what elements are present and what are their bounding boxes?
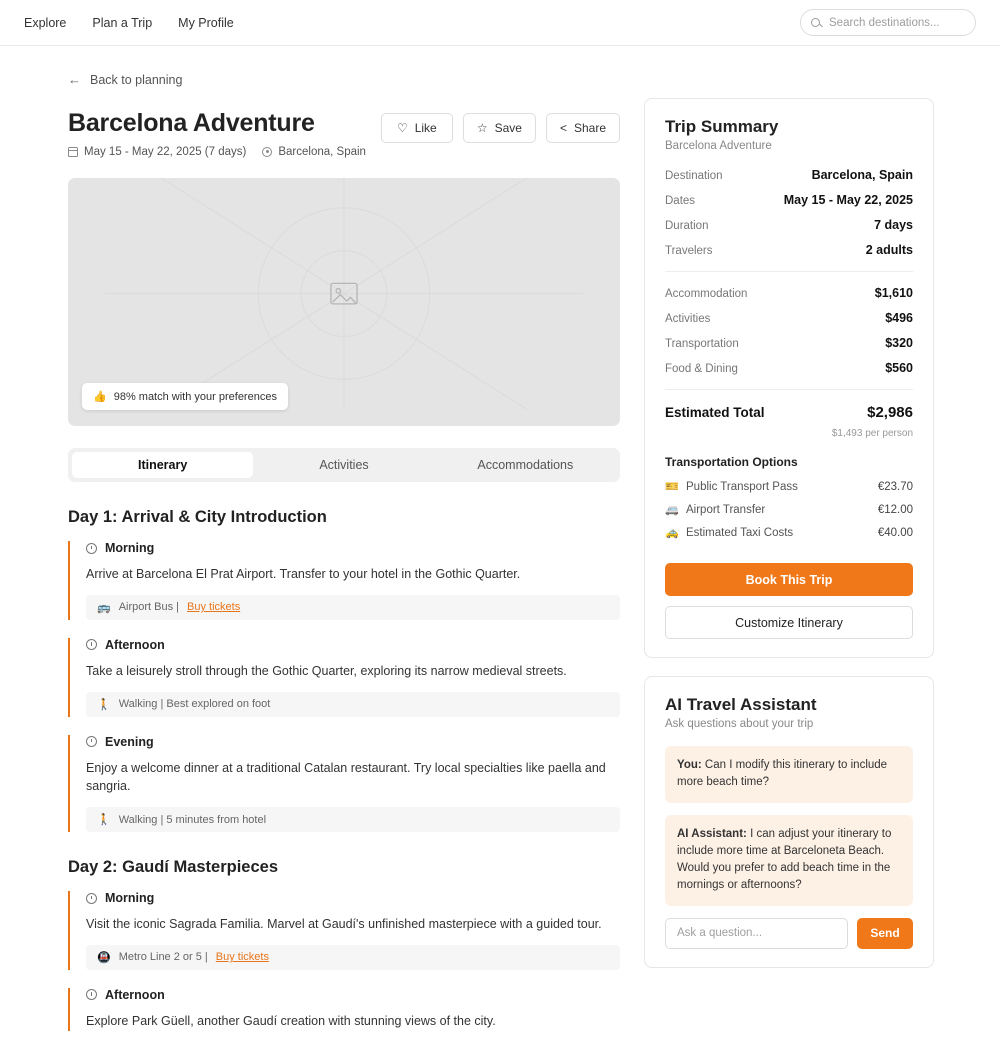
day-title: Day 2: Gaudí Masterpieces — [68, 858, 279, 876]
bus-icon: 🚌 — [97, 601, 111, 614]
nav-link-explore[interactable]: Explore — [24, 15, 67, 30]
itinerary-block — [68, 735, 620, 833]
transport-row — [86, 595, 620, 620]
summary-key: Travelers — [665, 245, 713, 257]
block-heading — [86, 891, 620, 905]
share-button[interactable] — [546, 113, 620, 143]
tab-accommodations[interactable]: Accommodations — [477, 458, 574, 472]
chat-sender: AI Assistant: — [677, 827, 747, 840]
clock-icon — [86, 639, 97, 650]
nav-link-plan-a-trip[interactable]: Plan a Trip — [92, 15, 153, 30]
block-time-label: Afternoon — [105, 987, 165, 1002]
itinerary-block — [68, 988, 620, 1031]
trip-dates — [68, 146, 246, 158]
customize-itinerary-button[interactable]: Customize Itinerary — [665, 606, 913, 639]
block-description: Explore Park Güell, another Gaudí creation with stunning views of the city. — [86, 1013, 496, 1028]
match-badge-label: 98% match with your preferences — [113, 390, 277, 403]
taxi-icon: 🚕 — [665, 527, 679, 539]
send-button[interactable]: Send — [857, 918, 913, 949]
block-description: Enjoy a welcome dinner at a traditional Catalan restaurant. Try local specialties like paella and sangria. — [86, 760, 606, 794]
walking-icon: 🚶 — [97, 814, 111, 826]
summary-value: 2 adults — [865, 243, 913, 257]
trip-summary-subtitle: Barcelona Adventure — [665, 140, 772, 152]
location-pin-icon — [262, 147, 272, 157]
summary-value: May 15 - May 22, 2025 — [783, 193, 913, 207]
divider — [665, 389, 913, 390]
cost-value: $320 — [885, 336, 913, 350]
block-heading — [86, 988, 620, 1002]
trip-summary-title: Trip Summary — [665, 117, 779, 136]
trip-dates-label: May 15 - May 22, 2025 (7 days) — [84, 146, 247, 158]
transport-option-label: Estimated Taxi Costs — [686, 526, 794, 539]
share-icon: < — [559, 121, 567, 135]
save-button[interactable] — [463, 113, 536, 143]
summary-row-duration — [665, 218, 913, 232]
trip-summary-card — [644, 98, 934, 658]
itinerary-block — [68, 541, 620, 620]
walking-icon: 🚶 — [97, 698, 111, 711]
heart-icon: ♡ — [396, 121, 408, 135]
top-navbar — [0, 0, 1000, 46]
block-heading — [86, 638, 620, 652]
back-link-label: Back to planning — [90, 72, 183, 87]
estimated-total-label: Estimated Total — [665, 405, 765, 420]
estimated-total-value: $2,986 — [867, 404, 913, 421]
chat-text: Can I modify this itinerary to include more beach time? — [677, 759, 888, 789]
trip-actions — [381, 109, 620, 143]
block-description: Arrive at Barcelona El Prat Airport. Transfer to your hotel in the Gothic Quarter. — [86, 567, 521, 581]
summary-key: Destination — [665, 170, 723, 182]
divider — [665, 271, 913, 272]
transport-option-label: Airport Transfer — [686, 503, 766, 516]
day-title: Day 1: Arrival & City Introduction — [68, 508, 327, 526]
cost-key: Accommodation — [665, 288, 748, 300]
block-time-label: Evening — [105, 734, 154, 749]
cost-row-accommodation — [665, 286, 913, 300]
page-title: Barcelona Adventure — [68, 109, 315, 137]
search-input[interactable] — [827, 16, 965, 30]
cost-row-transportation — [665, 336, 913, 350]
ai-travel-assistant-card — [644, 676, 934, 968]
transport-row — [86, 807, 620, 832]
transport-row — [86, 945, 620, 970]
transport-option-airport-transfer[interactable] — [665, 503, 913, 516]
cost-value: $496 — [885, 311, 913, 325]
metro-icon: 🚇 — [97, 951, 111, 964]
back-to-planning-link[interactable] — [68, 72, 620, 87]
cost-key: Transportation — [665, 338, 739, 350]
transport-option-price: €23.70 — [877, 480, 913, 493]
star-icon: ☆ — [476, 121, 488, 135]
page-body — [0, 46, 1000, 1049]
transport-option-price: €12.00 — [877, 503, 913, 516]
cost-value: $560 — [885, 361, 913, 375]
chat-message-assistant — [665, 815, 913, 906]
summary-key: Duration — [665, 220, 709, 232]
content-tabs — [68, 448, 620, 482]
transport-option-price: €40.00 — [877, 526, 913, 539]
like-button-label: Like — [414, 121, 437, 135]
trip-heading-block — [68, 109, 366, 158]
cost-row-activities — [665, 311, 913, 325]
arrow-left-icon: ← — [68, 72, 81, 87]
summary-row-destination — [665, 168, 913, 182]
summary-key: Dates — [665, 195, 696, 207]
trip-location-label: Barcelona, Spain — [278, 146, 366, 158]
summary-value: Barcelona, Spain — [811, 168, 913, 182]
block-heading — [86, 735, 620, 749]
block-description: Take a leisurely stroll through the Gothic Quarter, exploring its narrow medieval streets. — [86, 663, 567, 678]
transport-label: Airport Bus | — [118, 601, 180, 614]
summary-row-dates — [665, 193, 913, 207]
transport-row — [86, 692, 620, 717]
chat-sender: You: — [677, 759, 702, 771]
like-button[interactable] — [381, 113, 453, 143]
assistant-title: AI Travel Assistant — [665, 695, 817, 714]
transport-label: Metro Line 2 or 5 | — [118, 951, 208, 964]
block-description: Visit the iconic Sagrada Familia. Marvel at Gaudí's unfinished masterpiece with a guided tour. — [86, 917, 602, 931]
share-button-label: Share — [573, 121, 606, 135]
transport-label: Walking | 5 minutes from hotel — [118, 813, 267, 826]
placeholder-graphic — [68, 178, 620, 409]
transport-option-public-transport-pass[interactable] — [665, 480, 913, 493]
cost-key: Food & Dining — [665, 363, 738, 375]
summary-value: 7 days — [874, 218, 913, 232]
transit-card-icon: 🎫 — [665, 481, 679, 493]
nav-links — [24, 16, 234, 30]
clock-icon — [86, 543, 97, 554]
block-time-label: Afternoon — [105, 637, 165, 652]
book-this-trip-button[interactable]: Book This Trip — [665, 563, 913, 596]
trip-location — [262, 146, 366, 158]
estimated-total-row — [665, 404, 913, 421]
cost-row-food-dining — [665, 361, 913, 375]
block-heading — [86, 541, 620, 555]
sidebar-column — [644, 72, 934, 1049]
buy-tickets-link[interactable]: Buy tickets — [187, 601, 241, 614]
clock-icon — [86, 893, 97, 904]
buy-tickets-link[interactable]: Buy tickets — [215, 951, 269, 964]
transport-label: Walking | Best explored on foot — [118, 698, 271, 710]
tab-itinerary[interactable]: Itinerary — [72, 452, 253, 478]
nav-link-my-profile[interactable]: My Profile — [178, 15, 234, 30]
assistant-subtitle: Ask questions about your trip — [665, 718, 814, 730]
cost-key: Activities — [665, 313, 711, 325]
clock-icon — [86, 736, 97, 747]
chat-message-user — [665, 746, 913, 803]
clock-icon — [86, 989, 97, 1000]
search-icon — [811, 18, 820, 27]
transport-option-estimated-taxi-costs[interactable] — [665, 526, 913, 539]
trip-hero-image — [68, 178, 620, 426]
chat-input-row — [665, 918, 913, 949]
calendar-icon — [68, 147, 78, 157]
itinerary-block — [68, 638, 620, 717]
itinerary-block — [68, 891, 620, 970]
per-person-label: $1,493 per person — [831, 428, 913, 439]
chat-text: I can adjust your itinerary to include more time at Barceloneta Beach. Would you prefer to add beach time in the mornings or afternoons? — [677, 827, 892, 892]
chat-input[interactable] — [665, 918, 848, 949]
tab-activities[interactable]: Activities — [319, 458, 369, 472]
search-box[interactable] — [800, 9, 976, 36]
cost-value: $1,610 — [874, 286, 913, 300]
save-button-label: Save — [494, 121, 522, 135]
transportation-options-title: Transportation Options — [665, 455, 798, 469]
transport-option-label: Public Transport Pass — [686, 480, 798, 493]
trip-header — [68, 109, 620, 158]
summary-row-travelers — [665, 243, 913, 257]
block-time-label: Morning — [105, 541, 155, 555]
trip-meta — [68, 146, 366, 158]
thumbs-up-icon: 👍 — [93, 391, 107, 403]
shuttle-icon: 🚐 — [665, 504, 679, 516]
match-badge — [82, 383, 288, 410]
main-column — [24, 72, 620, 1049]
block-time-label: Morning — [105, 891, 155, 905]
